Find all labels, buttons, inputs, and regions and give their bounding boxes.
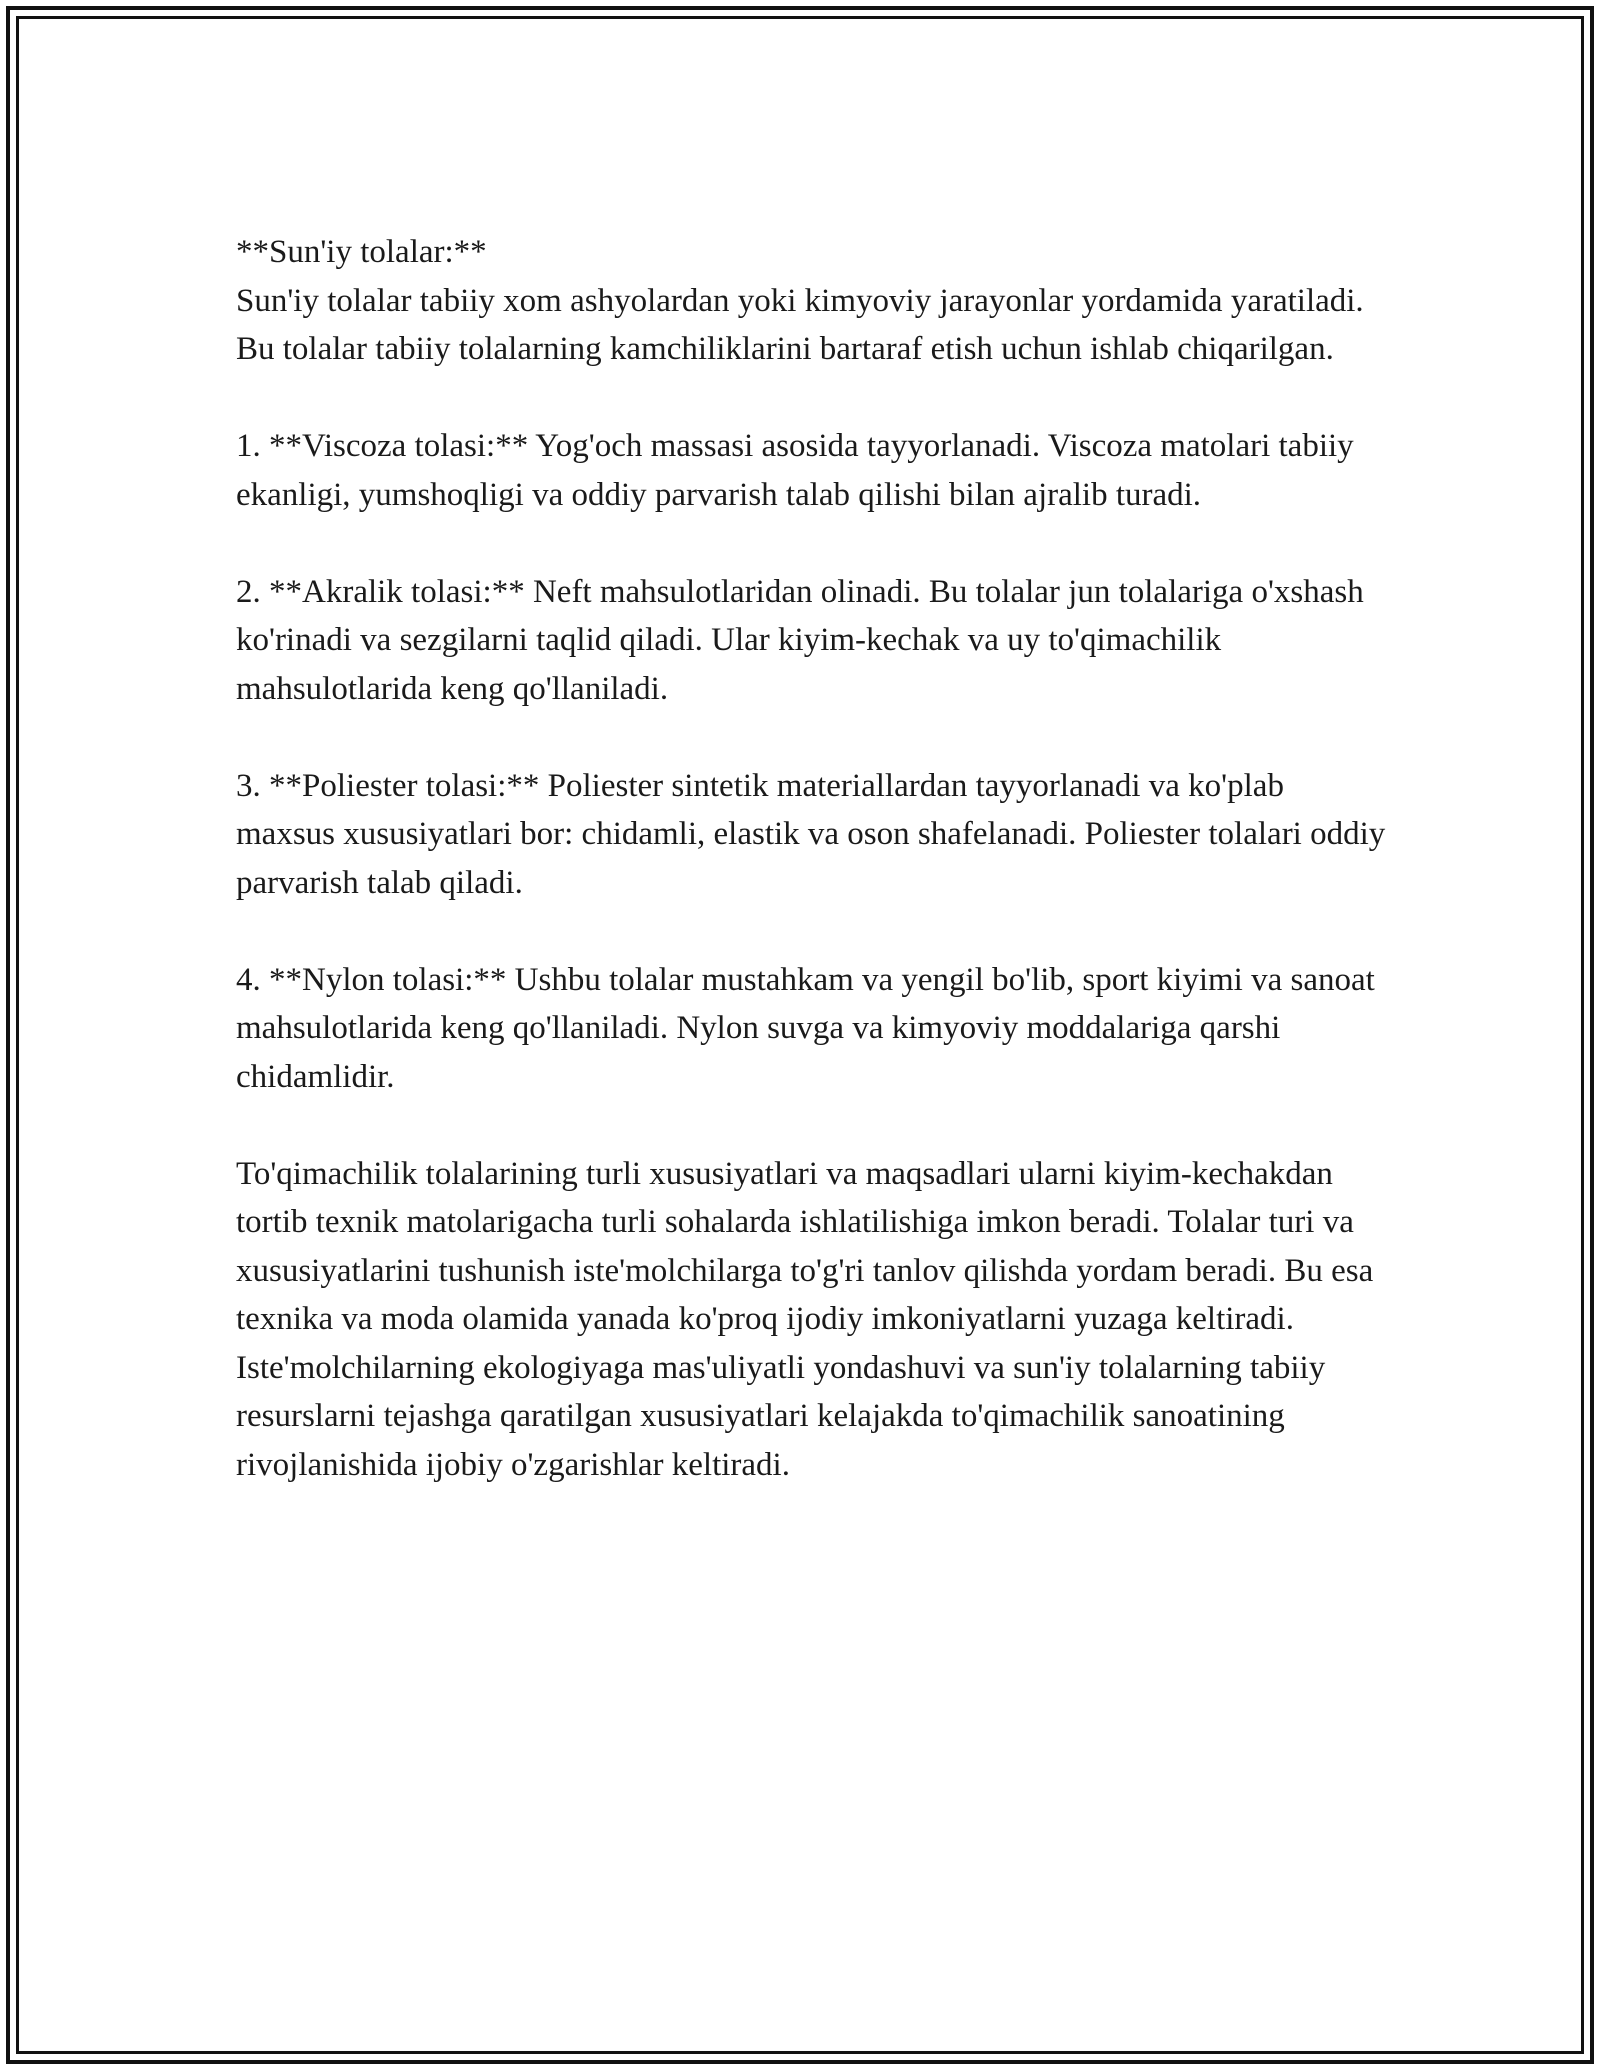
intro-paragraph: Sun'iy tolalar tabiiy xom ashyolardan yoki kimyoviy jarayonlar yordamida yaratiladi. Bu tolalar tabiiy tolalarning kamchiliklarini bartaraf etish uchun ishlab chiqarilgan. [236, 282, 1364, 367]
list-item-akralik: 2. **Akralik tolasi:** Neft mahsulotlaridan olinadi. Bu tolalar jun tolalariga o'xshash ko'rinadi va sezgilarni taqlid qiladi. Ular kiyim-kechak va uy to'qimachilik mahsulotlarida keng qo'llaniladi. [236, 573, 1364, 707]
list-item-poliester: 3. **Poliester tolasi:** Poliester sintetik materiallardan tayyorlanadi va ko'plab maxsus xususiyatlari bor: chidamli, elastik va oson shafelanadi. Poliester tolalari oddiy parvarish talab qiladi. [236, 767, 1386, 901]
list-item-nylon: 4. **Nylon tolasi:** Ushbu tolalar mustahkam va yengil bo'lib, sport kiyimi va sanoat mahsulotlarida keng qo'llaniladi. Nylon suvga va kimyoviy moddalariga qarshi chidamlidir. [236, 961, 1375, 1095]
list-item-viscoza: 1. **Viscoza tolasi:** Yog'och massasi asosida tayyorlanadi. Viscoza matolari tabiiy ekanligi, yumshoqligi va oddiy parvarish talab qilishi bilan ajralib turadi. [236, 428, 1354, 513]
section-heading: **Sun'iy tolalar:** [236, 234, 487, 270]
document-body [236, 228, 1386, 1538]
conclusion-paragraph: To'qimachilik tolalarining turli xususiyatlari va maqsadlari ularni kiyim-kechakdan tortib texnik matolarigacha turli sohalarda ishlatilishiga imkon beradi. Tolalar turi va xususiyatlarini tushunish iste'molchilarga to'g'ri tanlov qilishda yordam beradi. Bu esa texnika va moda olamida yanada ko'proq ijodiy imkoniyatlarni yuzaga keltiradi. Iste'molchilarning ekologiyaga mas'uliyatli yondashuvi va sun'iy tolalarning tabiiy resurslarni tejashga qaratilgan xususiyatlari kelajakda to'qimachilik sanoatining rivojlanishida ijobiy o'zgarishlar keltiradi. [236, 1155, 1374, 1483]
